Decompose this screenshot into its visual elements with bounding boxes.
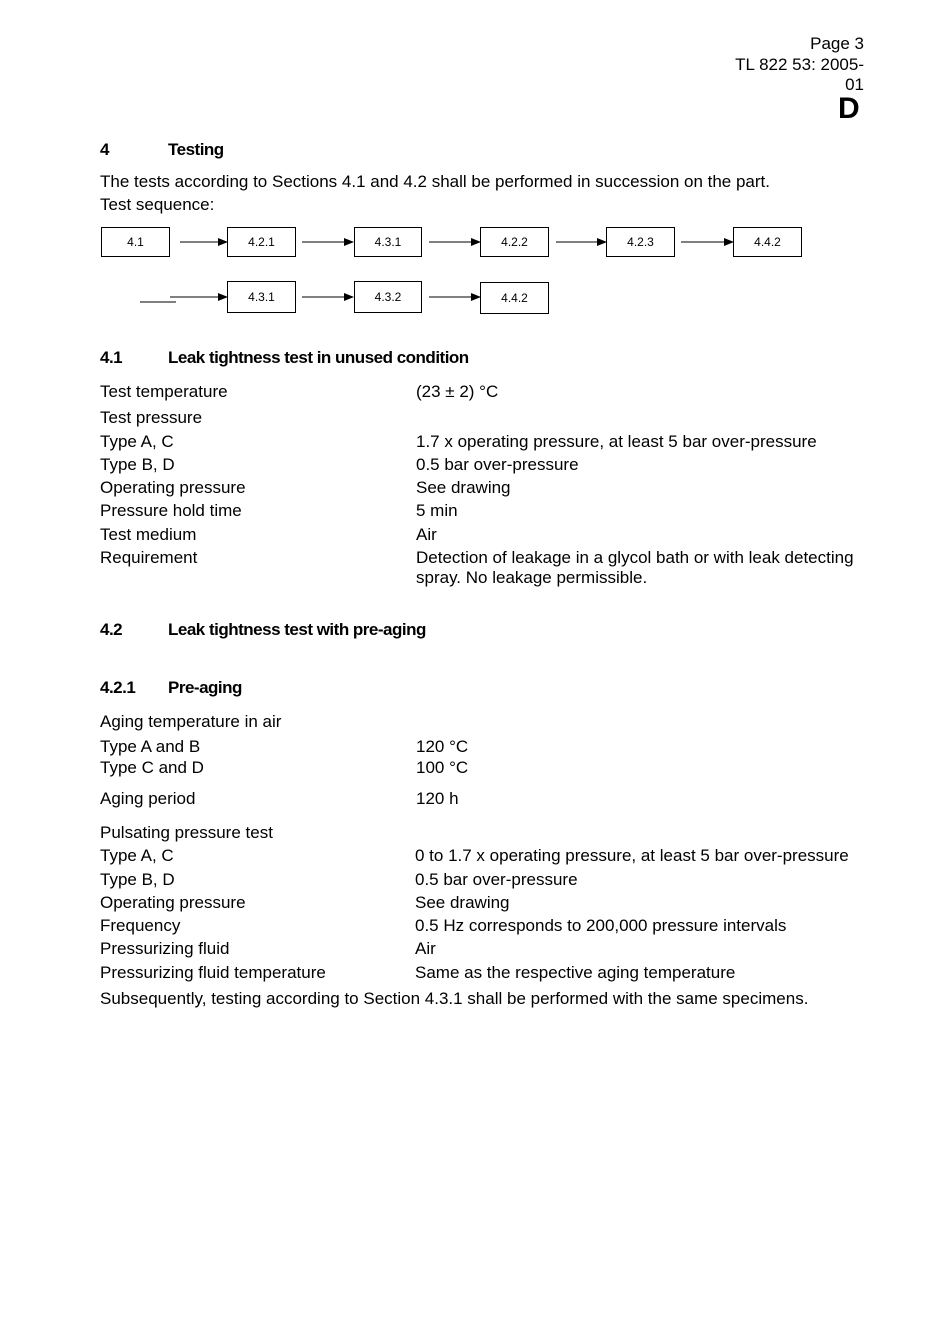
param-value: See drawing — [415, 892, 510, 912]
param-row — [100, 501, 890, 521]
param-row — [100, 548, 890, 588]
param-value: 0.5 bar over-pressure — [415, 869, 578, 889]
param-row — [100, 916, 890, 936]
param-label: Type C and D — [100, 757, 204, 777]
section-4-2-heading — [100, 620, 426, 640]
document-id-line2: 01 — [845, 75, 864, 94]
section-number: 4 — [100, 140, 109, 159]
test-sequence-label: Test sequence: — [100, 195, 215, 214]
param-label: Test medium — [100, 524, 197, 544]
sequence-box-4-2-2: 4.2.2 — [480, 227, 549, 257]
param-row — [100, 870, 890, 890]
sequence-box-4-4-2-b: 4.4.2 — [480, 282, 549, 314]
param-value: Air — [416, 524, 437, 544]
param-value: 0.5 Hz corresponds to 200,000 pressure intervals — [415, 916, 787, 936]
section-number: 4.2.1 — [100, 678, 136, 697]
section-title: Leak tightness test in unused condition — [168, 348, 469, 367]
param-value: (23 ± 2) °C — [416, 382, 499, 401]
sequence-box-4-3-1-b: 4.3.1 — [227, 281, 296, 313]
page-number: Page 3 — [810, 34, 864, 53]
param-row — [100, 789, 890, 809]
param-label: Operating pressure — [100, 892, 246, 912]
param-value — [415, 823, 890, 843]
param-label: Pressurizing fluid temperature — [100, 962, 326, 982]
param-value: 120 h — [416, 788, 459, 808]
section-4-1-parameters — [100, 382, 890, 588]
param-value: See drawing — [416, 478, 511, 498]
param-label: Type A and B — [100, 737, 201, 756]
param-row — [100, 846, 890, 866]
section-title: Leak tightness test with pre-aging — [168, 620, 426, 639]
param-row — [100, 823, 890, 843]
param-value — [416, 408, 890, 428]
section-4-intro: The tests according to Sections 4.1 and 4.2 shall be performed in succession on the part. — [100, 172, 770, 191]
param-label: Frequency — [100, 916, 181, 936]
param-value: 0.5 bar over-pressure — [416, 454, 579, 474]
param-label: Test temperature — [100, 382, 228, 401]
param-row — [100, 758, 890, 778]
sequence-box-4-1: 4.1 — [101, 227, 170, 257]
section-title: Testing — [168, 140, 224, 159]
param-value: 1.7 x operating pressure, at least 5 bar over-pressure — [416, 431, 817, 451]
document-id-line1: TL 822 53: 2005- — [735, 54, 864, 74]
param-row — [100, 478, 890, 498]
param-label: Aging period — [100, 788, 196, 808]
section-4-2-1-parameters — [100, 712, 890, 1009]
param-label: Type A, C — [100, 431, 174, 451]
param-row — [100, 939, 890, 959]
header-mark-glyph: D — [838, 92, 860, 125]
param-value: 120 °C — [416, 737, 469, 756]
param-label: Pressure hold time — [100, 501, 242, 521]
closing-paragraph: Subsequently, testing according to Section 4.3.1 shall be performed with the same specimens. — [100, 988, 809, 1008]
param-row — [100, 963, 890, 983]
param-row — [100, 382, 890, 402]
param-row — [100, 712, 890, 732]
section-number: 4.1 — [100, 348, 123, 367]
param-label: Pressurizing fluid — [100, 939, 230, 959]
param-row — [100, 737, 890, 757]
param-value: Detection of leakage in a glycol bath or with leak detecting spray. No leakage permissible. — [416, 547, 854, 587]
param-value: Air — [415, 939, 436, 959]
param-label: Pulsating pressure test — [100, 823, 273, 842]
param-label: Test pressure — [100, 408, 203, 427]
param-row — [100, 432, 890, 452]
param-row — [100, 525, 890, 545]
section-4-1-heading — [100, 348, 469, 368]
sequence-box-4-2-1: 4.2.1 — [227, 227, 296, 257]
param-row — [100, 408, 890, 428]
sequence-box-4-4-2: 4.4.2 — [733, 227, 802, 257]
param-label: Type A, C — [100, 846, 174, 866]
sequence-box-4-3-2: 4.3.2 — [354, 281, 422, 313]
param-value: 100 °C — [416, 757, 469, 777]
param-value — [415, 712, 890, 732]
param-label: Type B, D — [100, 454, 175, 474]
param-label: Requirement — [100, 547, 198, 567]
sequence-box-4-2-3: 4.2.3 — [606, 227, 675, 257]
test-sequence-diagram — [0, 0, 950, 340]
closing-paragraph-row — [100, 989, 890, 1009]
sequence-box-4-3-1: 4.3.1 — [354, 227, 422, 257]
param-label: Type B, D — [100, 869, 175, 889]
param-value: 0 to 1.7 x operating pressure, at least 5 bar over-pressure — [415, 846, 849, 866]
param-label: Operating pressure — [100, 478, 246, 498]
section-number: 4.2 — [100, 620, 123, 639]
param-label: Aging temperature in air — [100, 712, 282, 731]
param-row — [100, 893, 890, 913]
section-4-2-1-heading — [100, 678, 242, 698]
param-row — [100, 455, 890, 475]
param-value: 5 min — [416, 501, 458, 521]
section-title: Pre-aging — [168, 678, 242, 697]
param-value: Same as the respective aging temperature — [415, 962, 736, 982]
